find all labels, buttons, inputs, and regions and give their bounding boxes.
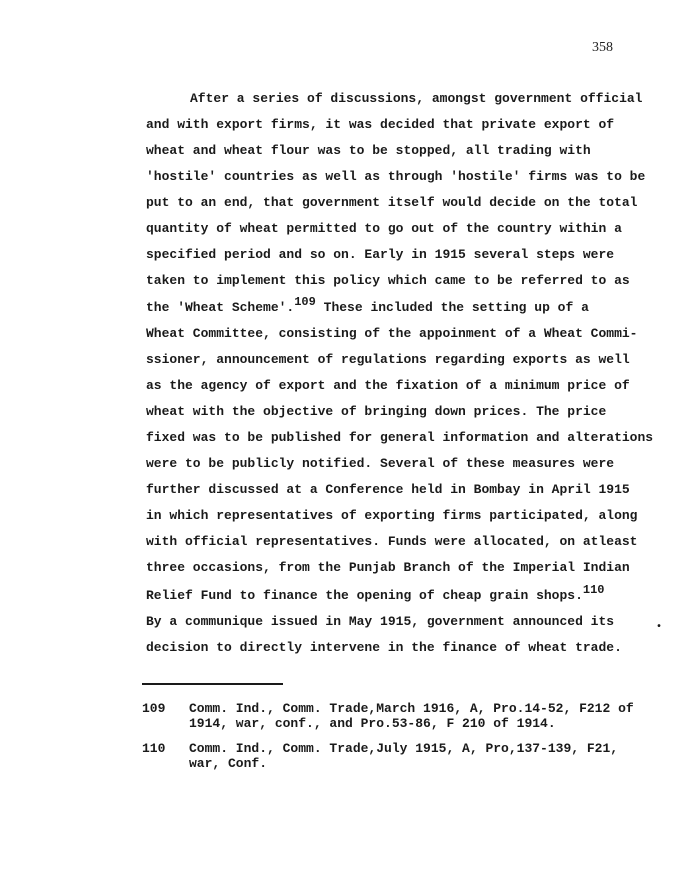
line-text: ssioner, announcement of regulations regarding exports as well bbox=[146, 352, 630, 367]
line-text: After a series of discussions, amongst government official bbox=[190, 91, 643, 106]
line-text: specified period and so on. Early in 1915 several steps were bbox=[146, 247, 615, 262]
body-line bbox=[146, 378, 630, 394]
body-line bbox=[190, 91, 642, 107]
line-text: decision to directly intervene in the finance of wheat trade. bbox=[146, 640, 622, 655]
stray-dot: • bbox=[656, 622, 663, 633]
body-line bbox=[146, 482, 630, 498]
body-line bbox=[146, 560, 630, 576]
line-text: Relief Fund to finance the opening of cheap grain shops. bbox=[146, 588, 583, 603]
line-text: taken to implement this policy which came to be referred to as bbox=[146, 273, 630, 288]
line-text: in which representatives of exporting firms participated, along bbox=[146, 508, 638, 523]
line-text: with official representatives. Funds were allocated, on atleast bbox=[146, 534, 638, 549]
body-line bbox=[146, 221, 622, 237]
line-text: Wheat Committee, consisting of the appoinment of a Wheat Commi- bbox=[146, 326, 638, 341]
body-line bbox=[146, 169, 645, 185]
footnote-divider bbox=[142, 683, 283, 685]
page-number: 358 bbox=[592, 40, 613, 55]
line-text: fixed was to be published for general information and alterations bbox=[146, 430, 654, 445]
body-line bbox=[146, 614, 614, 630]
line-text-after: These included the setting up of a bbox=[315, 300, 589, 315]
body-line bbox=[146, 295, 589, 316]
line-text: put to an end, that government itself would decide on the total bbox=[146, 195, 638, 210]
body-line bbox=[146, 456, 614, 472]
footnote-line: Comm. Ind., Comm. Trade,March 1916, A, Pro.14-52, F212 of bbox=[189, 701, 634, 716]
line-text: wheat and wheat flour was to be stopped, all trading with bbox=[146, 143, 591, 158]
body-line bbox=[146, 404, 606, 420]
body-line bbox=[146, 534, 637, 550]
line-text: the 'Wheat Scheme'. bbox=[146, 300, 295, 315]
footnote-line: Comm. Ind., Comm. Trade,July 1915, A, Pro,137-139, F21, bbox=[189, 741, 619, 756]
line-text: three occasions, from the Punjab Branch of the Imperial Indian bbox=[146, 560, 630, 575]
footnote-number: 109 bbox=[142, 701, 166, 716]
body-line bbox=[146, 273, 630, 289]
body-line bbox=[146, 508, 637, 524]
footnote-ref-110: 110 bbox=[582, 583, 605, 597]
footnote-line: war, Conf. bbox=[189, 756, 268, 771]
line-text: quantity of wheat permitted to go out of the country within a bbox=[146, 221, 622, 236]
body-line bbox=[146, 117, 614, 133]
line-text: 'hostile' countries as well as through 'hostile' firms was to be bbox=[146, 169, 646, 184]
body-line bbox=[146, 640, 622, 656]
line-text: By a communique issued in May 1915, government announced its bbox=[146, 614, 615, 629]
line-text: as the agency of export and the fixation of a minimum price of bbox=[146, 378, 630, 393]
footnote-number: 110 bbox=[142, 741, 166, 756]
body-line bbox=[146, 430, 653, 446]
footnote-line: 1914, war, conf., and Pro.53-86, F 210 of 1914. bbox=[189, 716, 556, 731]
body-line bbox=[146, 195, 637, 211]
body-line bbox=[146, 583, 605, 604]
line-text: further discussed at a Conference held in Bombay in April 1915 bbox=[146, 482, 630, 497]
body-line bbox=[146, 326, 637, 342]
body-line bbox=[146, 143, 591, 159]
body-line bbox=[146, 247, 614, 263]
line-text: and with export firms, it was decided that private export of bbox=[146, 117, 615, 132]
body-line bbox=[146, 352, 630, 368]
footnote-ref-109: 109 bbox=[294, 295, 316, 309]
line-text: wheat with the objective of bringing down prices. The price bbox=[146, 404, 607, 419]
line-text: were to be publicly notified. Several of these measures were bbox=[146, 456, 615, 471]
